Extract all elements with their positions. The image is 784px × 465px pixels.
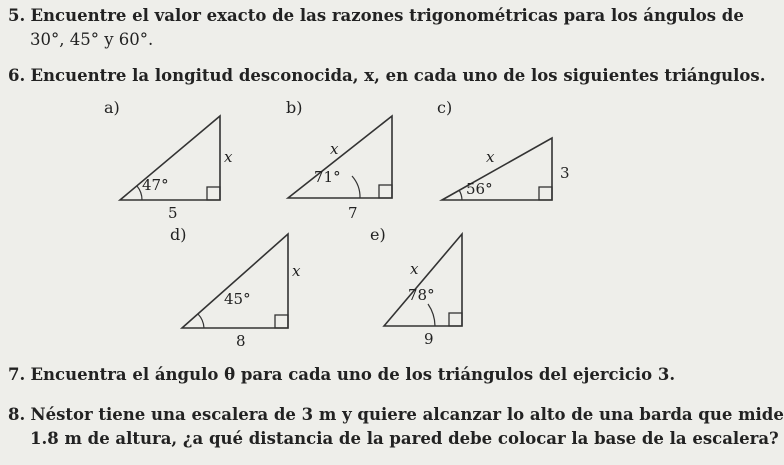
triangle-a-side-x: x	[224, 148, 233, 166]
exercise-8-text-1: Néstor tiene una escalera de 3 m y quiere alcanzar lo alto de una barda que mide	[30, 405, 784, 424]
triangle-a-label: a)	[104, 98, 120, 117]
exercise-6-line	[8, 66, 765, 85]
exercise-5-number: 5.	[8, 6, 26, 25]
triangle-b-side-x: x	[330, 140, 339, 158]
exercise-7-text: Encuentra el ángulo θ para cada uno de los triángulos del ejercicio 3.	[30, 365, 676, 384]
exercise-5-line-2	[30, 30, 153, 49]
triangle-b	[282, 110, 412, 222]
triangle-b-angle: 71°	[314, 168, 341, 186]
exercise-8-line-1	[8, 405, 784, 424]
triangle-d-side-x: x	[292, 262, 301, 280]
triangle-c-angle: 56°	[466, 180, 493, 198]
exercise-7-number: 7.	[8, 365, 26, 384]
triangle-b-base: 7	[348, 204, 358, 222]
triangle-a	[100, 110, 233, 222]
triangle-e-angle: 78°	[408, 286, 435, 304]
triangle-b-label: b)	[286, 98, 303, 117]
triangle-c	[432, 110, 577, 210]
triangle-e-base: 9	[424, 330, 434, 348]
triangle-a-base: 5	[168, 204, 178, 222]
triangle-c-label: c)	[437, 98, 453, 117]
exercise-8-text-2: 1.8 m de altura, ¿a qué distancia de la pared debe colocar la base de la escalera?	[30, 429, 779, 448]
triangle-e	[380, 228, 480, 350]
exercise-6-text: Encuentre la longitud desconocida, x, en cada uno de los siguientes triángulos.	[30, 66, 766, 85]
triangle-d-angle: 45°	[224, 290, 251, 308]
triangle-c-side: 3	[560, 164, 570, 182]
exercise-5-text-2: 30°, 45° y 60°.	[30, 30, 154, 49]
triangle-c-side-x: x	[486, 148, 495, 166]
triangle-e-side-x: x	[410, 260, 419, 278]
triangle-e-label: e)	[370, 225, 386, 244]
triangle-d	[176, 228, 306, 350]
triangle-d-base: 8	[236, 332, 246, 350]
exercise-5-text-1: Encuentre el valor exacto de las razones trigonométricas para los ángulos de	[30, 6, 744, 25]
triangle-d-label: d)	[170, 225, 187, 244]
exercise-8-line-2	[30, 429, 779, 448]
exercise-5-line-1	[8, 6, 744, 25]
exercise-6-number: 6.	[8, 66, 26, 85]
exercise-7-line	[8, 365, 675, 384]
triangle-a-angle: 47°	[142, 176, 169, 194]
exercise-8-number: 8.	[8, 405, 26, 424]
